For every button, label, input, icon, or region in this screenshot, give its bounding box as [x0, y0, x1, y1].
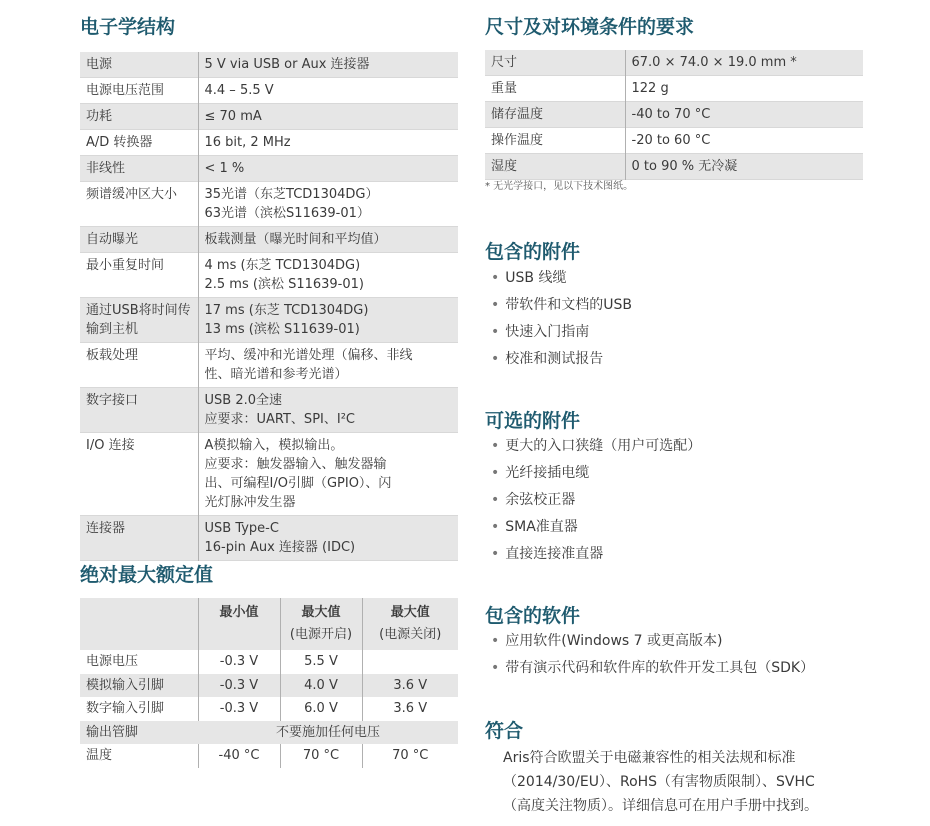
dimensions-row-value: 67.0 × 74.0 × 19.0 mm * — [631, 55, 797, 70]
electronics-row — [80, 104, 458, 130]
electronics-value-line: 2.5 ms (滨松 S11639-01) — [204, 277, 364, 292]
dimensions-row-value: -40 to 70 °C — [631, 107, 711, 122]
bullet-icon: • — [491, 324, 500, 340]
electronics-row-value — [198, 227, 458, 253]
absolute-row-label: 电源电压 — [86, 654, 139, 669]
absolute-min-value: -40 °C — [198, 744, 280, 768]
electronics-row-label: 最小重复时间 — [80, 253, 198, 298]
absolute-max-title: 绝对最大额定值 — [80, 564, 214, 586]
list-item — [491, 514, 701, 541]
list-item — [491, 628, 814, 655]
absolute-row-label: 模拟输入引脚 — [86, 677, 165, 693]
header-max-off-sub: (电源关闭) — [379, 627, 442, 642]
bullet-icon: • — [491, 297, 500, 313]
electronics-row — [80, 516, 458, 561]
optional-accessories-list — [491, 433, 701, 568]
bullet-icon: • — [491, 546, 500, 562]
list-item — [491, 487, 701, 514]
electronics-value-line: 板载测量（曝光时间和平均值） — [204, 232, 387, 247]
list-item — [491, 292, 632, 319]
absolute-min-value: -0.3 V — [198, 650, 280, 674]
bullet-icon: • — [491, 492, 500, 508]
list-item-text: 直接连接准直器 — [505, 546, 604, 562]
list-item-text: 更大的入口狭缝（用户可选配） — [505, 438, 702, 454]
dimensions-row-label: 重量 — [485, 76, 625, 102]
dimensions-table — [485, 50, 863, 180]
list-item — [491, 541, 701, 568]
electronics-row — [80, 343, 458, 388]
absolute-header-max-off — [362, 598, 458, 650]
dimensions-row — [485, 50, 863, 76]
dimensions-row-value: 122 g — [631, 81, 669, 96]
compliance-text — [503, 746, 818, 818]
compliance-title: 符合 — [485, 720, 524, 742]
bullet-icon: • — [491, 465, 500, 481]
bullet-icon: • — [491, 660, 500, 676]
list-item — [491, 319, 632, 346]
absolute-header-max-on — [280, 598, 362, 650]
bullet-icon: • — [491, 351, 500, 367]
list-item — [491, 346, 632, 373]
electronics-row-label: 通过USB将时间传输到主机 — [80, 298, 198, 343]
list-item-text: USB 线缆 — [505, 270, 567, 286]
electronics-row-value — [198, 298, 458, 343]
included-accessories-title: 包含的附件 — [485, 241, 581, 263]
absolute-row-label: 数字输入引脚 — [86, 701, 165, 716]
electronics-value-line: 4.4 – 5.5 V — [204, 83, 274, 98]
electronics-value-line: 应要求：UART、SPI、I²C — [204, 412, 355, 427]
header-max-on-label: 最大值 — [301, 605, 341, 620]
electronics-value-line: 出、可编程I/O引脚（GPIO）、闪 — [204, 476, 392, 491]
dimensions-row-label: 尺寸 — [485, 50, 625, 76]
absolute-maxOn-value: 5.5 V — [280, 650, 362, 674]
list-item-text: 带有演示代码和软件库的软件开发工具包（SDK） — [505, 660, 815, 676]
electronics-row-label: A/D 转换器 — [80, 130, 198, 156]
list-item-text: SMA准直器 — [505, 519, 578, 535]
electronics-row-label: 频谱缓冲区大小 — [80, 182, 198, 227]
dimensions-row-value: 0 to 90 % 无冷凝 — [631, 159, 738, 174]
electronics-value-line: 16 bit, 2 MHz — [204, 135, 291, 150]
electronics-row-label: 数字接口 — [80, 388, 198, 433]
list-item — [491, 433, 701, 460]
dimensions-row — [485, 154, 863, 180]
electronics-value-line: 13 ms (滨松 S11639-01) — [204, 322, 360, 337]
bullet-icon: • — [491, 519, 500, 535]
electronics-row-value — [198, 388, 458, 433]
list-item-text: 光纤接插电缆 — [505, 465, 590, 481]
header-min-label: 最小值 — [219, 605, 259, 620]
electronics-row — [80, 52, 458, 78]
absolute-row-label: 输出管脚 — [86, 724, 139, 740]
electronics-value-line: 性、暗光谱和参考光谱） — [204, 367, 348, 382]
absolute-header-row — [80, 598, 458, 650]
bullet-icon: • — [491, 270, 500, 286]
absolute-row — [80, 744, 458, 768]
electronics-row — [80, 433, 458, 516]
electronics-value-line: < 1 % — [204, 161, 245, 176]
electronics-row-label: 非线性 — [80, 156, 198, 182]
electronics-row-label: 连接器 — [80, 516, 198, 561]
absolute-maxOff-value — [362, 650, 458, 674]
electronics-value-line: USB 2.0全速 — [204, 393, 282, 408]
absolute-header-blank — [80, 598, 198, 650]
electronics-row-value — [198, 343, 458, 388]
electronics-value-line: 5 V via USB or Aux 连接器 — [204, 57, 370, 72]
software-list — [491, 628, 814, 682]
electronics-row — [80, 388, 458, 433]
electronics-row — [80, 130, 458, 156]
bullet-icon: • — [491, 438, 500, 454]
electronics-row-label: 电源电压范围 — [80, 78, 198, 104]
electronics-row-label: I/O 连接 — [80, 433, 198, 516]
electronics-row-value — [198, 253, 458, 298]
list-item — [491, 265, 632, 292]
list-item-text: 校准和测试报告 — [505, 351, 604, 367]
absolute-header-min — [198, 598, 280, 650]
absolute-maxOn-value: 4.0 V — [280, 674, 362, 698]
list-item-text: 应用软件(Windows 7 或更高版本) — [505, 633, 723, 649]
electronics-row-label: 电源 — [80, 52, 198, 78]
electronics-value-line: 16-pin Aux 连接器 (IDC) — [204, 540, 356, 555]
electronics-value-line: USB Type-C — [204, 521, 279, 536]
absolute-row — [80, 721, 458, 745]
electronics-row-value — [198, 130, 458, 156]
absolute-merged-value: 不要施加任何电压 — [275, 724, 380, 740]
electronics-row-label: 功耗 — [80, 104, 198, 130]
dimensions-title: 尺寸及对环境条件的要求 — [485, 16, 695, 38]
list-item-text: 快速入门指南 — [505, 324, 590, 340]
dimensions-row — [485, 76, 863, 102]
absolute-row — [80, 697, 458, 721]
compliance-line: Aris符合欧盟关于电磁兼容性的相关法规和标准 — [503, 750, 796, 766]
absolute-row-label: 温度 — [86, 748, 113, 763]
absolute-min-value: -0.3 V — [198, 674, 280, 698]
electronics-value-line: 4 ms (东芝 TCD1304DG) — [204, 258, 361, 273]
electronics-title: 电子学结构 — [80, 16, 176, 38]
absolute-maxOn-value: 6.0 V — [280, 697, 362, 721]
electronics-value-line: 光灯脉冲发生器 — [204, 495, 296, 510]
compliance-line: （2014/30/EU）、RoHS（有害物质限制）、SVHC — [503, 774, 815, 790]
list-item-text: 余弦校正器 — [505, 492, 576, 508]
electronics-row — [80, 253, 458, 298]
electronics-row — [80, 156, 458, 182]
electronics-row — [80, 182, 458, 227]
electronics-row — [80, 227, 458, 253]
optional-accessories-title: 可选的附件 — [485, 410, 581, 432]
included-accessories-list — [491, 265, 632, 373]
absolute-maxOff-value: 3.6 V — [362, 697, 458, 721]
electronics-value-line: 应要求：触发器输入、触发器输 — [204, 457, 387, 472]
electronics-row — [80, 298, 458, 343]
dimensions-row — [485, 128, 863, 154]
absolute-min-value: -0.3 V — [198, 697, 280, 721]
dimensions-row — [485, 102, 863, 128]
electronics-value-line: 平均、缓冲和光谱处理（偏移、非线 — [204, 348, 413, 363]
absolute-max-table — [80, 598, 458, 768]
electronics-table — [80, 52, 458, 561]
electronics-row-value — [198, 156, 458, 182]
dimensions-row-label: 操作温度 — [485, 128, 625, 154]
electronics-row-value — [198, 78, 458, 104]
software-title: 包含的软件 — [485, 605, 581, 627]
electronics-value-line: 35光谱（东芝TCD1304DG） — [204, 187, 379, 202]
electronics-value-line: A模拟输入，模拟输出。 — [204, 438, 344, 453]
electronics-row — [80, 78, 458, 104]
electronics-value-line: ≤ 70 mA — [204, 109, 262, 124]
dimensions-row-label: 湿度 — [485, 154, 625, 180]
electronics-row-value — [198, 52, 458, 78]
bullet-icon: • — [491, 633, 500, 649]
dimensions-row-label: 储存温度 — [485, 102, 625, 128]
header-max-off-label: 最大值 — [390, 605, 430, 620]
absolute-row — [80, 674, 458, 698]
absolute-maxOff-value: 3.6 V — [362, 674, 458, 698]
absolute-row — [80, 650, 458, 674]
electronics-row-value — [198, 516, 458, 561]
list-item — [491, 460, 701, 487]
electronics-row-value — [198, 104, 458, 130]
dimensions-row-value: -20 to 60 °C — [631, 133, 711, 148]
dimensions-note: * 无光学接口，见以下技术图纸。 — [485, 181, 634, 192]
electronics-row-label: 自动曝光 — [80, 227, 198, 253]
electronics-value-line: 17 ms (东芝 TCD1304DG) — [204, 303, 369, 318]
electronics-row-label: 板载处理 — [80, 343, 198, 388]
electronics-value-line: 63光谱（滨松S11639-01） — [204, 206, 370, 221]
compliance-line: （高度关注物质）。详细信息可在用户手册中找到。 — [503, 798, 818, 814]
absolute-maxOff-value: 70 °C — [362, 744, 458, 768]
absolute-maxOn-value: 70 °C — [280, 744, 362, 768]
list-item-text: 带软件和文档的USB — [505, 297, 633, 313]
electronics-row-value — [198, 182, 458, 227]
electronics-row-value — [198, 433, 458, 516]
list-item — [491, 655, 814, 682]
header-max-on-sub: (电源开启) — [289, 627, 353, 642]
